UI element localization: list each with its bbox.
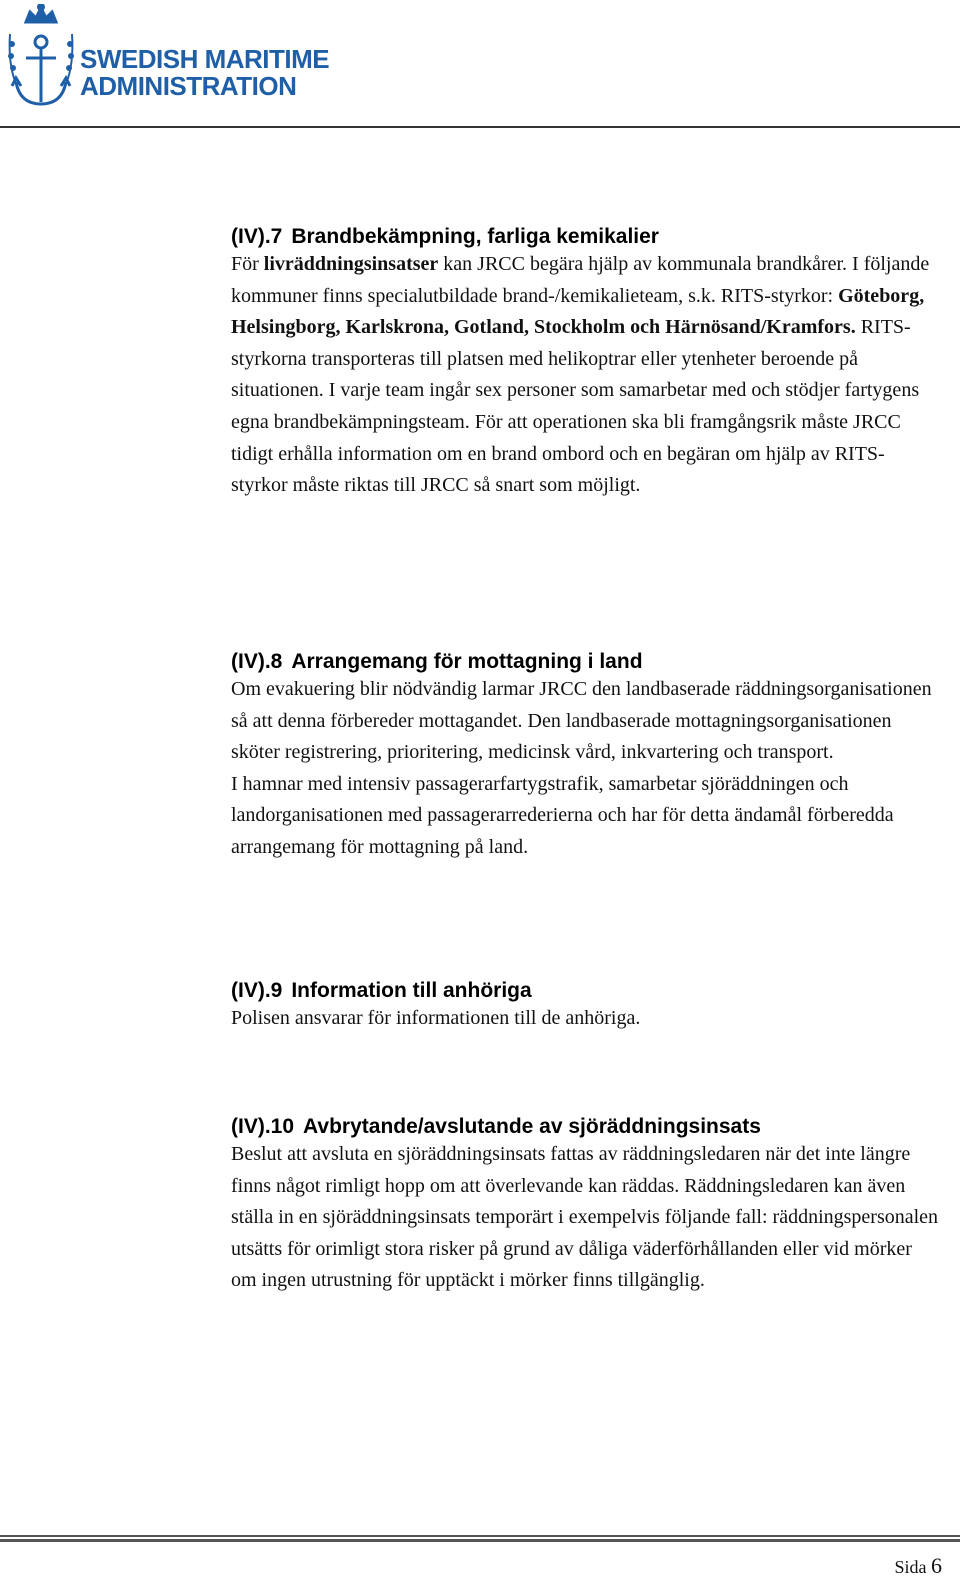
- section-heading: [231, 1115, 941, 1139]
- section-paragraph: I hamnar med intensiv passagerarfartygstrafik, samarbetar sjöräddningen och landorganisationen med passagerarrederierna och har för detta ändamål förberedda arrangemang för mottagning på land.: [231, 772, 894, 858]
- footer-divider: [0, 1535, 960, 1542]
- section-paragraph: Beslut att avsluta en sjöräddningsinsats fattas av räddningsledaren när det inte längre finns något rimligt hopp om att överlevande kan räddas. Räddningsledaren kan även ställa in en sjöräddningsinsats temporärt i exempelvis följande fall: räddningspersonalen utsätts för orimligt stora risker på grund av dåliga väderförhållanden eller vid mörker om ingen utrustning för upptäckt i mörker finns tillgänglig.: [231, 1143, 939, 1292]
- organization-logo-text: [80, 46, 329, 100]
- header-divider: [0, 126, 960, 128]
- section-title: Avbrytande/avslutande av sjöräddningsinsats: [303, 1115, 761, 1138]
- section-iv-7: [231, 225, 941, 502]
- page-header: [0, 0, 960, 130]
- section-iv-8: [231, 650, 941, 864]
- anchor-crown-emblem-icon: [6, 4, 76, 116]
- text-run: kan JRCC begära hjälp av kommunala brandkårer. I följande kommuner finns specialutbildade brand-/kemikalieteam, s.k. RITS-styrkor:: [231, 253, 930, 307]
- section-heading: [231, 225, 941, 249]
- section-paragraph: Om evakuering blir nödvändig larmar JRCC den landbaserade räddningsorganisationen så att denna förbereder mottagandet. Den landbaserade mottagningsorganisationen sköter registrering, prioritering, medicinsk vård, inkvartering och transport.: [231, 678, 932, 764]
- section-title: Arrangemang för mottagning i land: [291, 650, 643, 673]
- text-run: För: [231, 253, 264, 275]
- section-title: Information till anhöriga: [291, 979, 532, 1002]
- section-number: (IV).7: [231, 225, 283, 248]
- section-number: (IV).9: [231, 979, 283, 1002]
- section-paragraph: Polisen ansvarar för informationen till de anhöriga.: [231, 1007, 641, 1029]
- section-heading: [231, 979, 941, 1003]
- section-heading: [231, 650, 941, 674]
- logo-line-2: ADMINISTRATION: [80, 71, 297, 101]
- section-iv-10: [231, 1115, 941, 1297]
- page-number-value: 6: [931, 1553, 942, 1578]
- text-run: RITS-styrkorna transporteras till platsen med helikoptrar eller ytenheter beroende på situationen. I varje team ingår sex personer som samarbetar med och stödjer fartygens egna brandbekämpningsteam. För att operationen ska bli framgångsrik måste JRCC tidigt erhålla information om en brand ombord och en begäran om hjälp av RITS-styrkor måste riktas till JRCC så snart som möjligt.: [231, 316, 920, 497]
- bold-text-run: Göteborg, Helsingborg, Karlskrona, Gotland, Stockholm och Härnösand/Kramfors.: [231, 284, 925, 339]
- logo-line-1: SWEDISH MARITIME: [80, 44, 330, 74]
- section-paragraph: [231, 249, 941, 502]
- page-label: Sida: [894, 1557, 927, 1577]
- section-title: Brandbekämpning, farliga kemikalier: [291, 225, 659, 248]
- section-iv-9: [231, 979, 941, 1035]
- section-number: (IV).8: [231, 650, 283, 673]
- section-number: (IV).10: [231, 1115, 295, 1138]
- page-number: [894, 1553, 942, 1579]
- bold-text-run: livräddningsinsatser: [263, 253, 439, 275]
